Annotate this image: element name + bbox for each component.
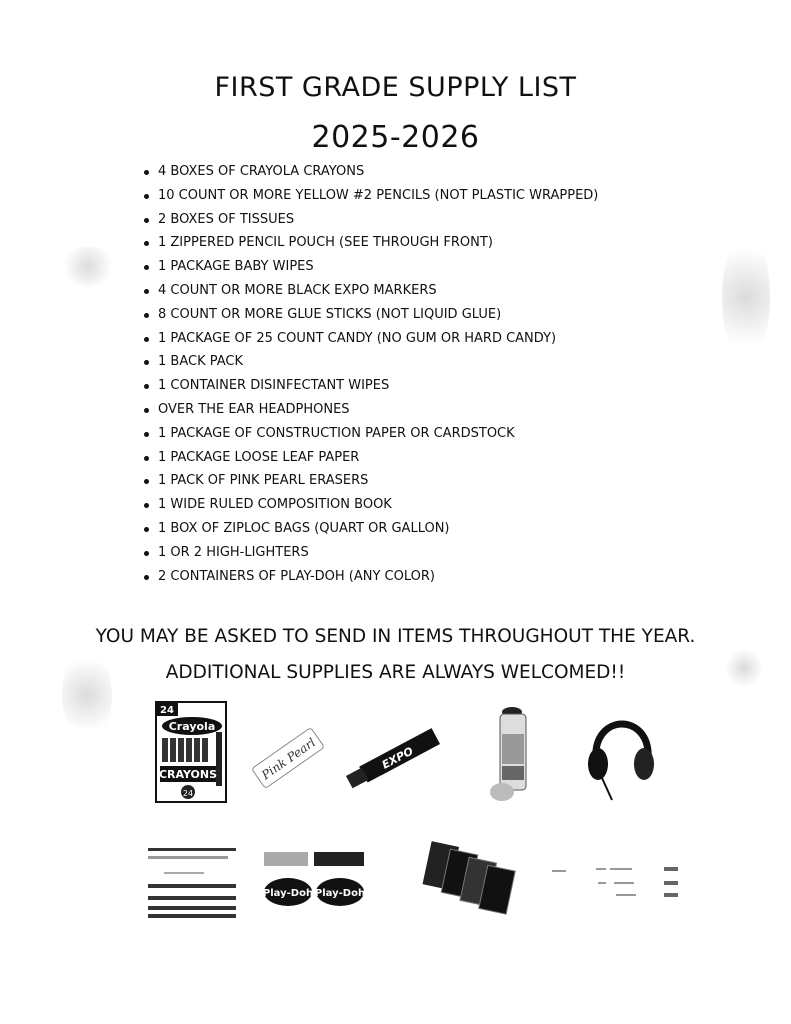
supply-item: 1 BACK PACK: [142, 350, 702, 374]
supply-item: 2 CONTAINERS OF PLAY-DOH (ANY COLOR): [142, 565, 702, 589]
notice-line-2: ADDITIONAL SUPPLIES ARE ALWAYS WELCOMED!!: [165, 662, 626, 683]
paper-folders-image: [410, 838, 530, 926]
supply-item: 1 BOX OF ZIPLOC BAGS (QUART OR GALLON): [142, 517, 702, 541]
playdoh-label-2: Play-Doh: [314, 888, 366, 899]
expo-marker-image: [338, 720, 448, 800]
supply-item: 1 CONTAINER DISINFECTANT WIPES: [142, 374, 702, 398]
supply-item: 1 PACKAGE OF CONSTRUCTION PAPER OR CARDSTOCK: [142, 422, 702, 446]
eraser-image: [246, 718, 330, 798]
pencils-image: [144, 842, 240, 922]
supply-item: OVER THE EAR HEADPHONES: [142, 398, 702, 422]
school-year: 2025-2026: [311, 120, 480, 155]
supply-item: 1 PACK OF PINK PEARL ERASERS: [142, 469, 702, 493]
supply-item: 1 WIDE RULED COMPOSITION BOOK: [142, 493, 702, 517]
supply-item: 1 PACKAGE LOOSE LEAF PAPER: [142, 446, 702, 470]
eraser-label: Pink Pearl: [259, 735, 319, 783]
scan-noise: [62, 650, 112, 740]
supply-item: 1 PACKAGE OF 25 COUNT CANDY (NO GUM OR HARD CANDY): [142, 327, 702, 351]
page-title: FIRST GRADE SUPPLY LIST: [214, 72, 577, 103]
supply-item: 1 ZIPPERED PENCIL POUCH (SEE THROUGH FRONT): [142, 231, 702, 255]
scan-noise: [60, 246, 116, 286]
crayons-box-image: [152, 700, 232, 804]
supply-item: 8 COUNT OR MORE GLUE STICKS (NOT LIQUID GLUE): [142, 303, 702, 327]
headphones-image: [582, 702, 662, 802]
scan-noise: [722, 232, 770, 362]
crayons-label: CRAYONS: [158, 768, 218, 781]
crayons-brand: Crayola: [168, 720, 216, 733]
playdoh-image: [258, 848, 370, 910]
highlighters-image: [550, 862, 680, 902]
supply-item: 10 COUNT OR MORE YELLOW #2 PENCILS (NOT PLASTIC WRAPPED): [142, 184, 702, 208]
marker-label: EXPO: [379, 744, 416, 772]
supply-item: 1 PACKAGE BABY WIPES: [142, 255, 702, 279]
supply-list: [142, 160, 702, 588]
crayons-count-bottom: 24: [182, 789, 194, 798]
supply-item: 4 BOXES OF CRAYOLA CRAYONS: [142, 160, 702, 184]
crayons-count-top: 24: [160, 705, 174, 716]
notice-line-1: YOU MAY BE ASKED TO SEND IN ITEMS THROUGHOUT THE YEAR.: [95, 626, 696, 647]
supply-item: 1 OR 2 HIGH-LIGHTERS: [142, 541, 702, 565]
supply-item: 2 BOXES OF TISSUES: [142, 208, 702, 232]
scan-noise: [724, 650, 764, 686]
supply-item: 4 COUNT OR MORE BLACK EXPO MARKERS: [142, 279, 702, 303]
disinfectant-container-image: [480, 704, 540, 804]
playdoh-label-1: Play-Doh: [262, 888, 314, 899]
